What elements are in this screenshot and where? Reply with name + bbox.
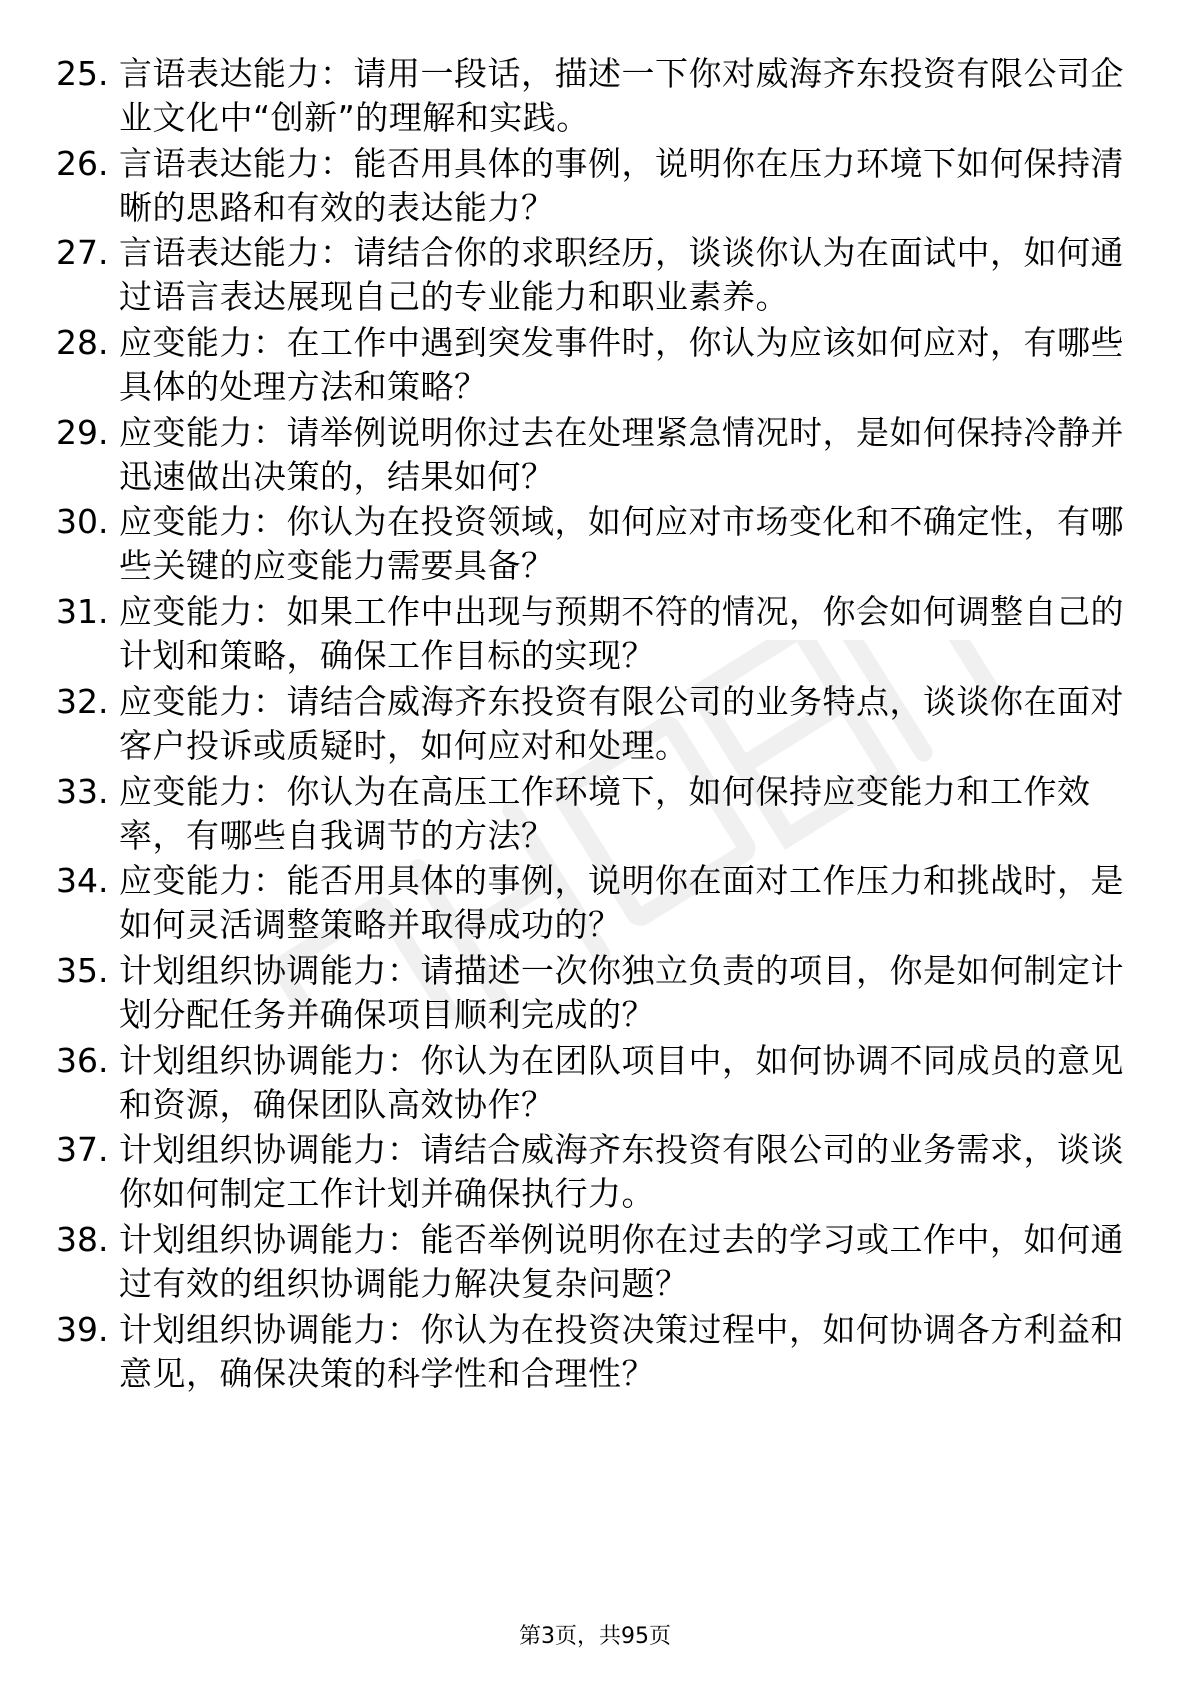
list-item [56, 770, 1136, 860]
question-text: 言语表达能力：请用一段话，描述一下你对威海齐东投资有限公司企业文化中“创新”的理解和实践。 [119, 54, 1124, 137]
question-text: 应变能力：你认为在投资领域，如何应对市场变化和不确定性，有哪些关键的应变能力需要具备？ [119, 502, 1124, 586]
question-number: 33. [56, 771, 109, 811]
question-list [56, 52, 1136, 1397]
question-number: 39. [56, 1309, 109, 1349]
list-item [56, 231, 1136, 321]
question-text: 应变能力：在工作中遇到突发事件时，你认为应该如何应对，有哪些具体的处理方法和策略？ [119, 323, 1124, 407]
question-text: 应变能力：能否用具体的事例，说明你在面对工作压力和挑战时，是如何灵活调整策略并取得成功的？ [119, 861, 1124, 945]
question-number: 27. [56, 233, 109, 273]
question-number: 34. [56, 861, 109, 901]
question-text: 计划组织协调能力：能否举例说明你在过去的学习或工作中，如何通过有效的组织协调能力解决复杂问题？ [119, 1219, 1124, 1303]
question-number: 28. [56, 323, 109, 363]
question-text: 计划组织协调能力：你认为在团队项目中，如何协调不同成员的意见和资源，确保团队高效协作？ [119, 1040, 1124, 1124]
question-text: 应变能力：请举例说明你过去在处理紧急情况时，是如何保持冷静并迅速做出决策的，结果如何？ [119, 412, 1124, 496]
question-text: 应变能力：如果工作中出现与预期不符的情况，你会如何调整自己的计划和策略，确保工作目标的实现？ [119, 592, 1124, 676]
question-number: 31. [56, 592, 109, 632]
list-item [56, 859, 1136, 949]
question-text: 言语表达能力：请结合你的求职经历，谈谈你认为在面试中，如何通过语言表达展现自己的专业能力和职业素养。 [119, 233, 1124, 317]
list-item [56, 142, 1136, 232]
question-text: 计划组织协调能力：你认为在投资决策过程中，如何协调各方利益和意见，确保决策的科学性和合理性？ [119, 1309, 1124, 1393]
list-item [56, 949, 1136, 1039]
question-text: 应变能力：你认为在高压工作环境下，如何保持应变能力和工作效率，有哪些自我调节的方法？ [119, 771, 1091, 855]
list-item [56, 500, 1136, 590]
page-number-label: 第3页，共95页 [519, 1624, 671, 1649]
question-text: 应变能力：请结合威海齐东投资有限公司的业务特点，谈谈你在面对客户投诉或质疑时，如何应对和处理。 [119, 681, 1124, 765]
question-text: 计划组织协调能力：请描述一次你独立负责的项目，你是如何制定计划分配任务并确保项目顺利完成的？ [119, 950, 1124, 1034]
question-text: 计划组织协调能力：请结合威海齐东投资有限公司的业务需求，谈谈你如何制定工作计划并确保执行力。 [119, 1130, 1124, 1214]
question-number: 35. [56, 950, 109, 990]
question-number: 25. [56, 54, 109, 93]
question-number: 26. [56, 143, 109, 183]
question-number: 36. [56, 1040, 109, 1080]
question-text: 言语表达能力：能否用具体的事例，说明你在压力环境下如何保持清晰的思路和有效的表达能力？ [119, 143, 1124, 227]
list-item [56, 1039, 1136, 1129]
list-item [56, 590, 1136, 680]
list-item [56, 321, 1136, 411]
list-item [56, 52, 1136, 142]
question-number: 32. [56, 681, 109, 721]
list-item [56, 1308, 1136, 1398]
question-number: 37. [56, 1130, 109, 1170]
page-footer [0, 1622, 1190, 1652]
list-item [56, 1218, 1136, 1308]
list-item [56, 680, 1136, 770]
question-number: 30. [56, 502, 109, 542]
question-number: 29. [56, 412, 109, 452]
question-number: 38. [56, 1219, 109, 1259]
list-item [56, 411, 1136, 501]
list-item [56, 1128, 1136, 1218]
